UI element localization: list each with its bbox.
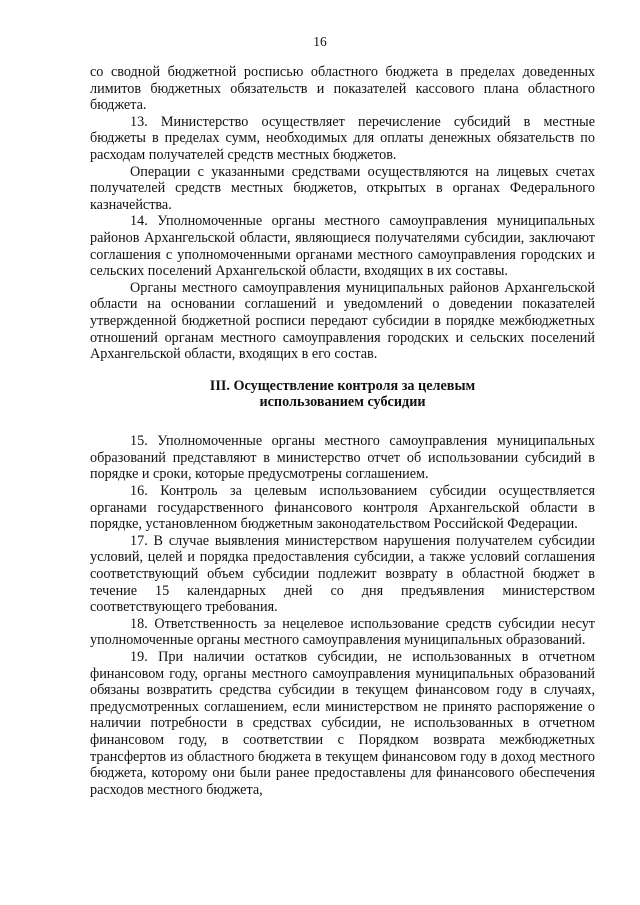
- paragraph-18: 18. Ответственность за нецелевое использование средств субсидии несут уполномоченные органы местного самоуправления муниципальных образований.: [90, 615, 595, 649]
- section-heading: [90, 378, 595, 412]
- paragraph-13-operations: Операции с указанными средствами осуществляются на лицевых счетах получателей средств местных бюджетов, открытых в органах Федерального казначейства.: [90, 163, 595, 213]
- section-heading-line-2: использованием субсидии: [259, 394, 426, 411]
- paragraph-17: 17. В случае выявления министерством нарушения получателем субсидии условий, целей и порядка предоставления субсидии, а также условий соглашения соответствующий объем субсидии подлежит возврату в областной бюджет в течение 15 календарных дней со дня предъявления министерством соответствующего требования.: [90, 532, 595, 616]
- page-number: 16: [313, 34, 327, 49]
- paragraph-13: 13. Министерство осуществляет перечисление субсидий в местные бюджеты в пределах сумм, необходимых для оплаты денежных обязательств по расходам получателей средств местных бюджетов.: [90, 113, 595, 163]
- paragraph-16: 16. Контроль за целевым использованием субсидии осуществляется органами государственного финансового контроля Архангельской области в порядке, установленном бюджетным законодательством Российской Федерации.: [90, 483, 595, 533]
- paragraph-19: 19. При наличии остатков субсидии, не использованных в отчетном финансовом году, органы местного самоуправления муниципальных образований обязаны возвратить средства субсидии в текущем финансовом году в случаях, предусмотренных соглашением, если министерством не принято распоряжение о наличии потребности в средствах субсидии, не использованных в отчетном финансовом году, в соответствии с Порядком возврата межбюджетных трансфертов из областного бюджета в текущем финансовом году в доход местного бюджета, которому они были ранее предоставлены для финансового обеспечения расходов местного бюджета,: [90, 649, 595, 798]
- document-body: [90, 64, 595, 798]
- paragraph-continuation: со сводной бюджетной росписью областного бюджета в пределах доведенных лимитов бюджетных обязательств и показателей кассового плана областного бюджета.: [90, 64, 595, 114]
- paragraph-14: 14. Уполномоченные органы местного самоуправления муниципальных районов Архангельской области, являющиеся получателями субсидии, заключают соглашения с уполномоченными органами местного самоуправления городских и сельских поселений Архангельской области, входящих в их составы.: [90, 213, 595, 280]
- section-heading-line-1: III. Осуществление контроля за целевым: [209, 377, 476, 394]
- paragraph-14-organs: Органы местного самоуправления муниципальных районов Архангельской области на основании соглашений и уведомлений о доведении показателей утвержденной бюджетной росписи передают субсидии в порядке межбюджетных отношений органам местного самоуправления городских и сельских поселений Архангельской области, входящих в его состав.: [90, 279, 595, 363]
- paragraph-15: 15. Уполномоченные органы местного самоуправления муниципальных образований представляют в министерство отчет об использовании субсидий в порядке и сроки, которые предусмотрены соглашением.: [90, 433, 595, 483]
